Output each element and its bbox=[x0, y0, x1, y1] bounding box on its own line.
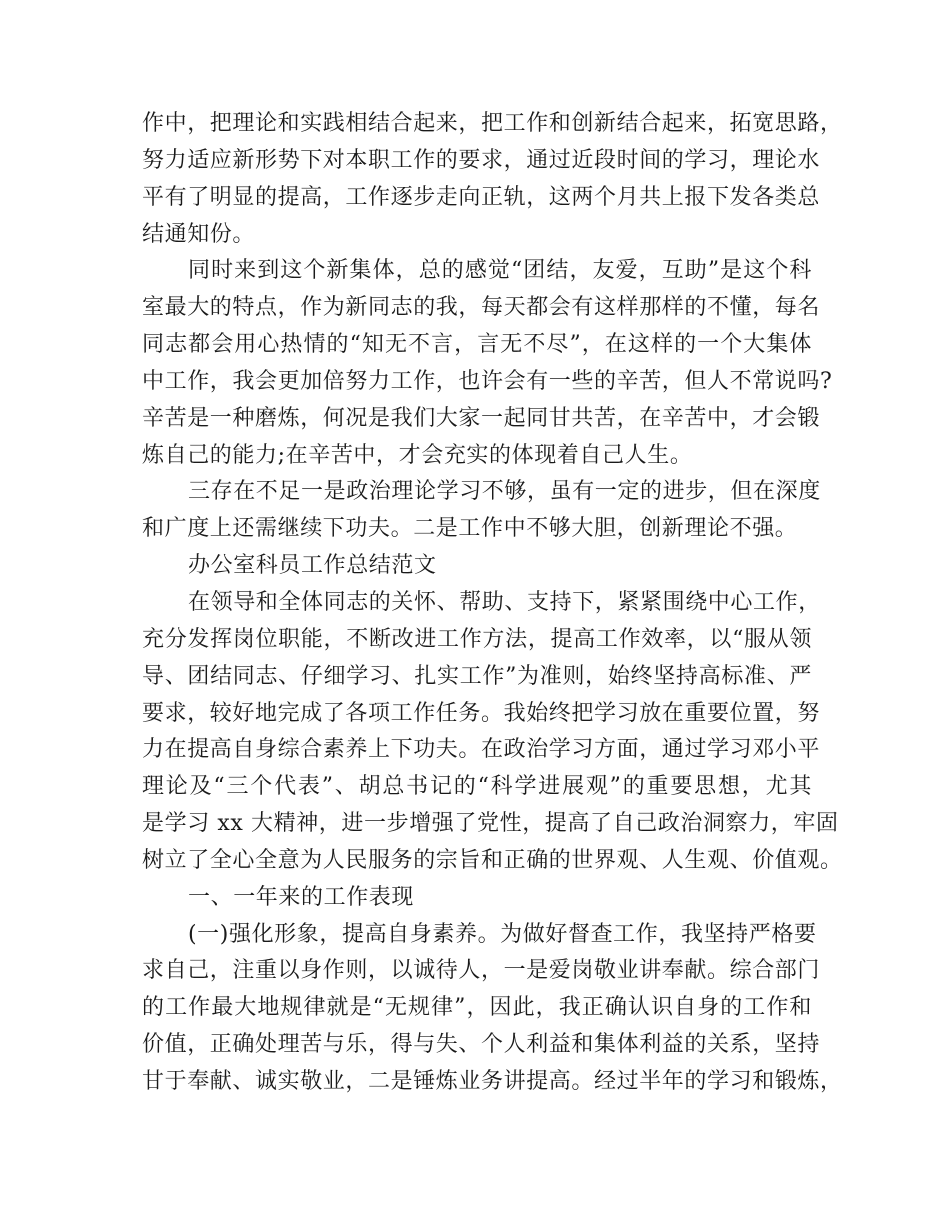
paragraph bbox=[142, 917, 843, 1101]
text-line: 平有了明显的提高，工作逐步走向正轨，这两个月共上报下发各类总 bbox=[142, 184, 821, 210]
text-line: 充分发挥岗位职能，不断改进工作方法，提高工作效率，以“服从领 bbox=[142, 626, 812, 652]
text-line: 一、一年来的工作表现 bbox=[188, 884, 415, 910]
text-line: (一)强化形象，提高自身素养。为做好督查工作，我坚持严格要 bbox=[188, 921, 817, 947]
text-line: 同时来到这个新集体，总的感觉“团结，友爱，互助”是这个科 bbox=[188, 258, 812, 284]
text-line: 炼自己的能力;在辛苦中，才会充实的体现着自己人生。 bbox=[142, 442, 693, 468]
paragraph bbox=[142, 106, 843, 253]
text-line: 中工作，我会更加倍努力工作，也许会有一些的辛苦，但人不常说吗? bbox=[142, 368, 833, 394]
text-line: 树立了全心全意为人民服务的宗旨和正确的世界观、人生观、价值观。 bbox=[142, 847, 843, 873]
text-line: 室最大的特点，作为新同志的我，每天都会有这样那样的不懂，每名 bbox=[142, 295, 821, 321]
text-line: 结通知份。 bbox=[142, 221, 256, 247]
text-line: 求自己，注重以身作则，以诚待人，一是爱岗敬业讲奉献。综合部门 bbox=[142, 958, 821, 984]
text-line: 要求，较好地完成了各项工作任务。我始终把学习放在重要位置，努 bbox=[142, 700, 821, 726]
text-line: 努力适应新形势下对本职工作的要求，通过近段时间的学习，理论水 bbox=[142, 147, 821, 173]
text-line: 力在提高自身综合素养上下功夫。在政治学习方面，通过学习邓小平 bbox=[142, 737, 821, 763]
document-body bbox=[142, 106, 843, 1101]
text-line: 三存在不足一是政治理论学习不够，虽有一定的进步，但在深度 bbox=[188, 479, 821, 505]
text-line: 价值，正确处理苦与乐，得与失、个人利益和集体利益的关系，坚持 bbox=[142, 1032, 821, 1058]
text-line: 办公室科员工作总结范文 bbox=[188, 553, 437, 579]
text-line: 和广度上还需继续下功夫。二是工作中不够大胆，创新理论不强。 bbox=[142, 516, 798, 542]
section-heading bbox=[142, 880, 812, 917]
text-line: 甘于奉献、诚实敬业，二是锤炼业务讲提高。经过半年的学习和锻炼， bbox=[142, 1068, 843, 1094]
paragraph bbox=[142, 253, 833, 474]
text-line: 同志都会用心热情的“知无不言，言无不尽”，在这样的一个大集体 bbox=[142, 332, 812, 358]
text-line: 辛苦是一种磨炼，何况是我们大家一起同甘共苦，在辛苦中，才会锻 bbox=[142, 405, 821, 431]
paragraph bbox=[142, 585, 843, 880]
text-line: 导、团结同志、仔细学习、扎实工作”为准则，始终坚持高标准、严 bbox=[142, 663, 812, 689]
text-line: 在领导和全体同志的关怀、帮助、支持下，紧紧围绕中心工作， bbox=[188, 589, 821, 615]
paragraph bbox=[142, 474, 821, 548]
section-title bbox=[142, 548, 812, 585]
text-line: 作中，把理论和实践相结合起来，把工作和创新结合起来，拓宽思路， bbox=[142, 111, 843, 136]
text-line: 的工作最大地规律就是“无规律”，因此，我正确认识自身的工作和 bbox=[142, 995, 812, 1021]
text-line: 理论及“三个代表”、胡总书记的“科学进展观”的重要思想，尤其 bbox=[142, 774, 812, 800]
text-line: 是学习 xx 大精神，进一步增强了党性，提高了自己政治洞察力，牢固 bbox=[142, 811, 839, 837]
